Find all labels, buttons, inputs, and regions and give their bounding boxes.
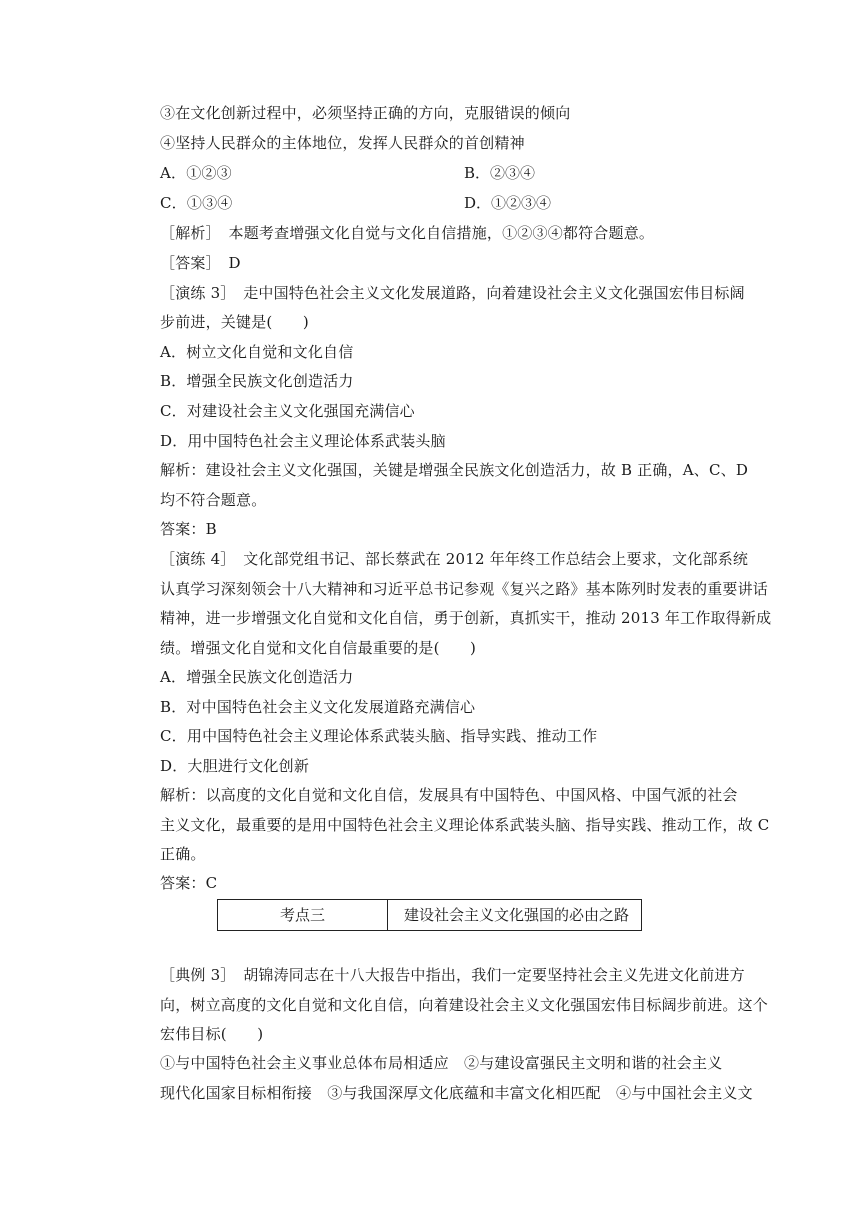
example3-question: ［典例 3］ 胡锦涛同志在十八大报告中指出，我们一定要坚持社会主义先进文化前进方 [160,966,745,984]
statement-4: ④坚持人民群众的主体地位，发挥人民群众的首创精神 [160,134,525,152]
drill4-question-cont-1: 认真学习深刻领会十八大精神和习近平总书记参观《复兴之路》基本陈列时发表的重要讲话 [160,580,769,598]
option-b: B．②③④ [464,164,536,182]
drill3-analysis: 解析：建设社会主义文化强国，关键是增强全民族文化创造活力，故 B 正确，A、C、D [160,461,749,479]
drill3-option-b: B．增强全民族文化创造活力 [160,372,354,390]
drill4-analysis-cont-2: 正确。 [160,845,206,863]
drill3-question-cont: 步前进，关键是( ) [160,313,309,331]
topic-heading-box [217,899,642,931]
drill4-option-b: B．对中国特色社会主义文化发展道路充满信心 [160,698,476,716]
example3-question-cont-2: 宏伟目标( ) [160,1025,264,1043]
drill3-option-c: C．对建设社会主义文化强国充满信心 [160,402,415,420]
topic-label: 考点三 [218,900,388,930]
drill4-question-cont-3: 绩。增强文化自觉和文化自信最重要的是( ) [160,639,477,657]
example3-statements: ①与中国特色社会主义事业总体布局相适应 ②与建设富强民主文明和谐的社会主义 [160,1054,723,1072]
topic-title: 建设社会主义文化强国的必由之路 [404,906,630,924]
statement-3: ③在文化创新过程中，必须坚持正确的方向，克服错误的倾向 [160,104,571,122]
drill3-analysis-cont: 均不符合题意。 [160,491,267,509]
drill4-answer: 答案：C [160,874,218,892]
analysis-text: ［解析］ 本题考查增强文化自觉与文化自信措施，①②③④都符合题意。 [160,224,655,242]
option-a: A．①②③ [160,164,232,182]
drill3-option-a: A．树立文化自觉和文化自信 [160,343,354,361]
drill4-option-a: A．增强全民族文化创造活力 [160,668,354,686]
option-c: C．①③④ [160,194,233,212]
drill4-question: ［演练 4］ 文化部党组书记、部长蔡武在 2012 年年终工作总结会上要求，文化部系统 [160,550,749,568]
example3-statements-cont: 现代化国家目标相衔接 ③与我国深厚文化底蕴和丰富文化相匹配 ④与中国社会主义文 [160,1084,753,1102]
drill4-analysis-cont-1: 主义文化，最重要的是用中国特色社会主义理论体系武装头脑、指导实践、推动工作，故 C [160,816,770,834]
drill4-option-c: C．用中国特色社会主义理论体系武装头脑、指导实践、推动工作 [160,727,598,745]
drill3-question: ［演练 3］ 走中国特色社会主义文化发展道路，向着建设社会主义文化强国宏伟目标阔 [160,284,745,302]
drill4-question-cont-2: 精神，进一步增强文化自觉和文化自信，勇于创新，真抓实干，推动 2013 年工作取得新成 [160,609,772,627]
answer-text: ［答案］ D [160,254,241,272]
drill4-option-d: D．大胆进行文化创新 [160,757,310,775]
drill4-analysis: 解析：以高度的文化自觉和文化自信，发展具有中国特色、中国风格、中国气派的社会 [160,786,738,804]
drill3-answer: 答案：B [160,520,217,538]
example3-question-cont-1: 向，树立高度的文化自觉和文化自信，向着建设社会主义文化强国宏伟目标阔步前进。这个 [160,996,769,1014]
drill3-option-d: D．用中国特色社会主义理论体系武装头脑 [160,432,446,450]
option-d: D．①②③④ [464,194,552,212]
